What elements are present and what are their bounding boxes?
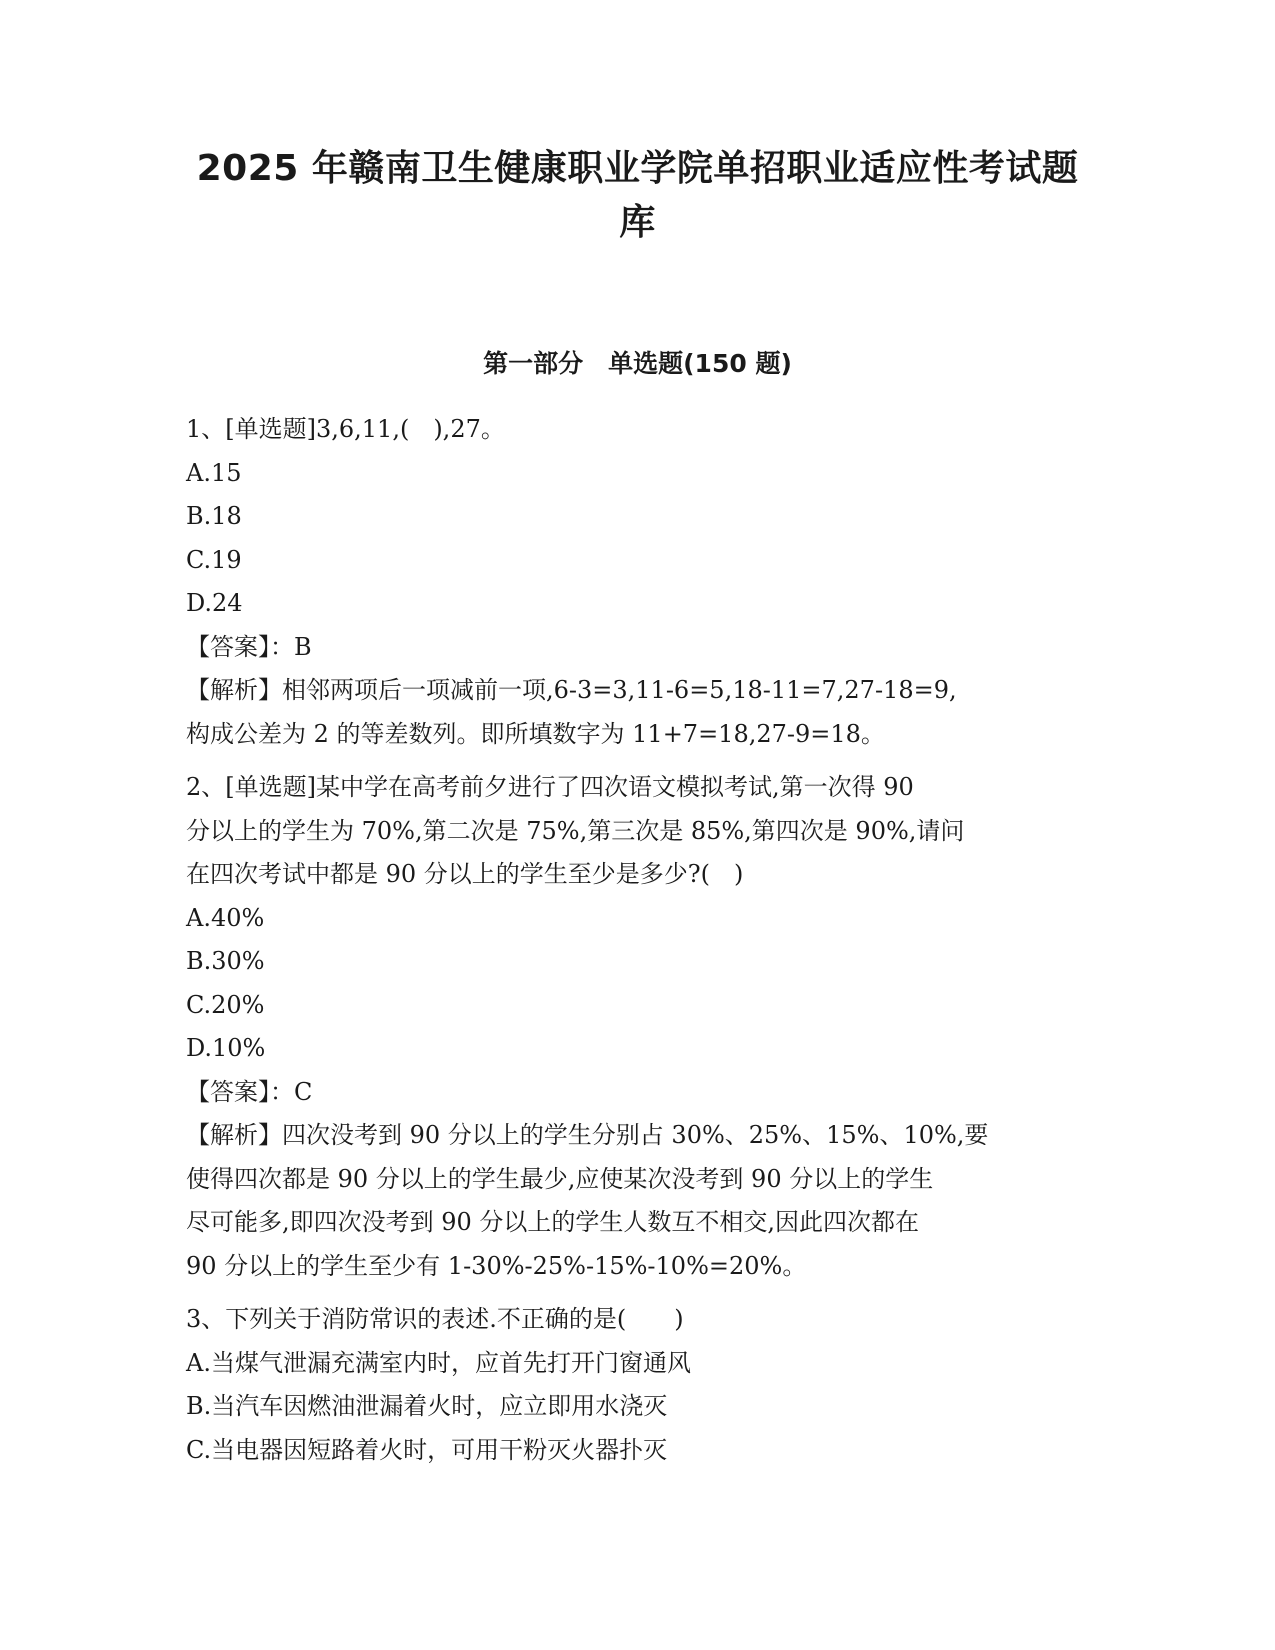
answer-line	[186, 626, 1086, 670]
answer-label: 【答案】：	[186, 1077, 294, 1106]
analysis-line	[186, 669, 1086, 713]
question-stem: 3、下列关于消防常识的表述.不正确的是( )	[186, 1305, 684, 1333]
analysis-label: 【解析】	[186, 676, 282, 704]
analysis-line	[186, 1114, 1086, 1158]
title-line: 2025 年赣南卫生健康职业学院单招职业适应性考试题	[196, 148, 1079, 189]
question-stem: 在四次考试中都是 90 分以上的学生至少是多少?( )	[186, 860, 744, 888]
answer-label: 【答案】：	[186, 632, 294, 661]
question-spacer	[186, 1288, 1086, 1298]
analysis-label: 【解析】	[186, 1121, 282, 1149]
answer-value: B	[294, 632, 312, 661]
option-a: A.当煤气泄漏充满室内时，应首先打开门窗通风	[186, 1348, 691, 1377]
analysis-text: 使得四次都是 90 分以上的学生最少,应使某次没考到 90 分以上的学生	[186, 1164, 934, 1193]
option-c: C.20%	[186, 990, 265, 1019]
option-d: D.10%	[186, 1034, 266, 1062]
section-heading: 第一部分 单选题(150 题)	[483, 349, 792, 378]
option-a: A.40%	[186, 903, 265, 932]
question-stem: 2、[单选题]某中学在高考前夕进行了四次语文模拟考试,第一次得 90	[186, 773, 914, 801]
option-a: A.15	[186, 458, 242, 487]
question-block	[186, 766, 1086, 1288]
question-block	[186, 1298, 1086, 1472]
question-stem: 1、[单选题]3,6,11,( ),27。	[186, 415, 505, 443]
title-line: 库	[619, 202, 656, 243]
analysis-text: 90 分以上的学生至少有 1-30%-25%-15%-10%=20%。	[186, 1251, 807, 1280]
question-spacer	[186, 756, 1086, 766]
option-b: B.当汽车因燃油泄漏着火时，应立即用水浇灭	[186, 1392, 668, 1420]
analysis-text: 构成公差为 2 的等差数列。即所填数字为 11+7=18,27-9=18。	[186, 719, 885, 748]
answer-value: C	[294, 1077, 313, 1106]
option-d: D.24	[186, 589, 243, 617]
document-title	[150, 142, 1125, 250]
option-b: B.18	[186, 502, 242, 530]
option-c: C.19	[186, 545, 242, 574]
answer-line	[186, 1071, 1086, 1115]
question-list	[186, 408, 1086, 1472]
question-stem: 分以上的学生为 70%,第二次是 75%,第三次是 85%,第四次是 90%,请问	[186, 816, 965, 845]
analysis-text: 相邻两项后一项减前一项,6-3=3,11-6=5,18-11=7,27-18=9,	[282, 676, 957, 704]
option-b: B.30%	[186, 947, 265, 975]
question-block	[186, 408, 1086, 756]
analysis-text: 四次没考到 90 分以上的学生分别占 30%、25%、15%、10%,要	[282, 1121, 989, 1149]
option-c: C.当电器因短路着火时，可用干粉灭火器扑灭	[186, 1435, 668, 1464]
analysis-text: 尽可能多,即四次没考到 90 分以上的学生人数互不相交,因此四次都在	[186, 1208, 920, 1236]
